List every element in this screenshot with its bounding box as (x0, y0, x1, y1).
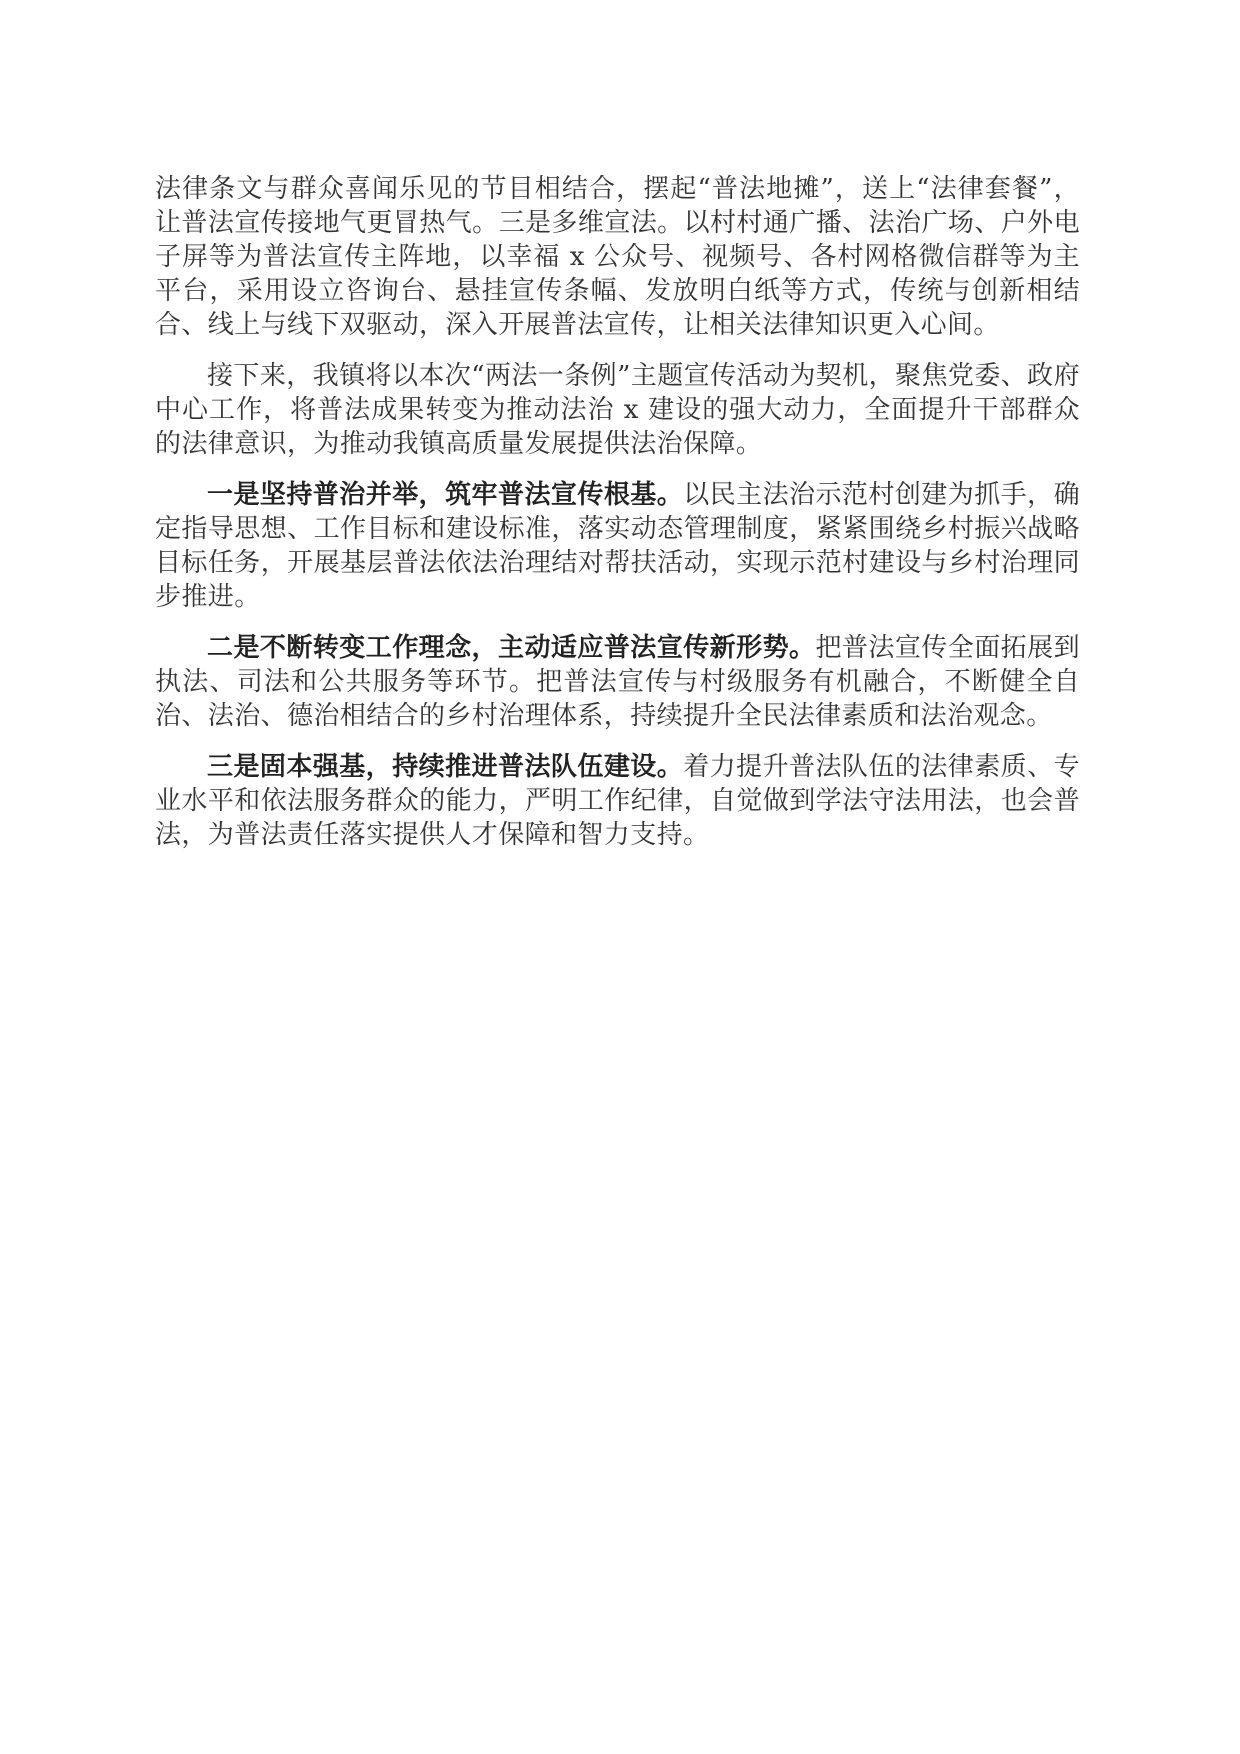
paragraph-continuation (155, 172, 1080, 342)
paragraph-heading: 三是固本强基，持续推进普法队伍建设。 (207, 752, 684, 782)
paragraph-point-three (155, 750, 1080, 852)
paragraph-text: 着力提升普法队伍的法律素质、专业水平和依法服务群众的能力，严明工作纪律，自觉做到学法守法用法，也会普法，为普法责任落实提供人才保障和智力支持。 (155, 752, 1080, 850)
paragraph-next-steps (155, 359, 1080, 461)
paragraph-text: 接下来，我镇将以本次“两法一条例”主题宣传活动为契机，聚焦党委、政府中心工作，将普法成果转变为推动法治 x 建设的强大动力，全面提升干部群众的法律意识，为推动我镇高质量发展提供法治保障。 (155, 361, 1080, 459)
paragraph-point-one (155, 478, 1080, 614)
paragraph-text: 法律条文与群众喜闻乐见的节目相结合，摆起“普法地摊”，送上“法律套餐”，让普法宣传接地气更冒热气。三是多维宣法。以村村通广播、法治广场、户外电子屏等为普法宣传主阵地，以幸福 x 公众号、视频号、各村网格微信群等为主平台，采用设立咨询台、悬挂宣传条幅、发放明白纸等方式，传统与创新相结合、线上与线下双驱动，深入开展普法宣传，让相关法律知识更入心间。 (155, 174, 1080, 340)
paragraph-point-two (155, 631, 1080, 733)
paragraph-text: 把普法宣传全面拓展到执法、司法和公共服务等环节。把普法宣传与村级服务有机融合，不断健全自治、法治、德治相结合的乡村治理体系，持续提升全民法律素质和法治观念。 (155, 633, 1080, 731)
document-body (155, 172, 1080, 869)
paragraph-heading: 一是坚持普治并举，筑牢普法宣传根基。 (207, 480, 684, 510)
paragraph-heading: 二是不断转变工作理念，主动适应普法宣传新形势。 (207, 633, 816, 663)
paragraph-text: 以民主法治示范村创建为抓手，确定指导思想、工作目标和建设标准，落实动态管理制度，紧紧围绕乡村振兴战略目标任务，开展基层普法依法治理结对帮扶活动，实现示范村建设与乡村治理同步推进。 (155, 480, 1080, 612)
